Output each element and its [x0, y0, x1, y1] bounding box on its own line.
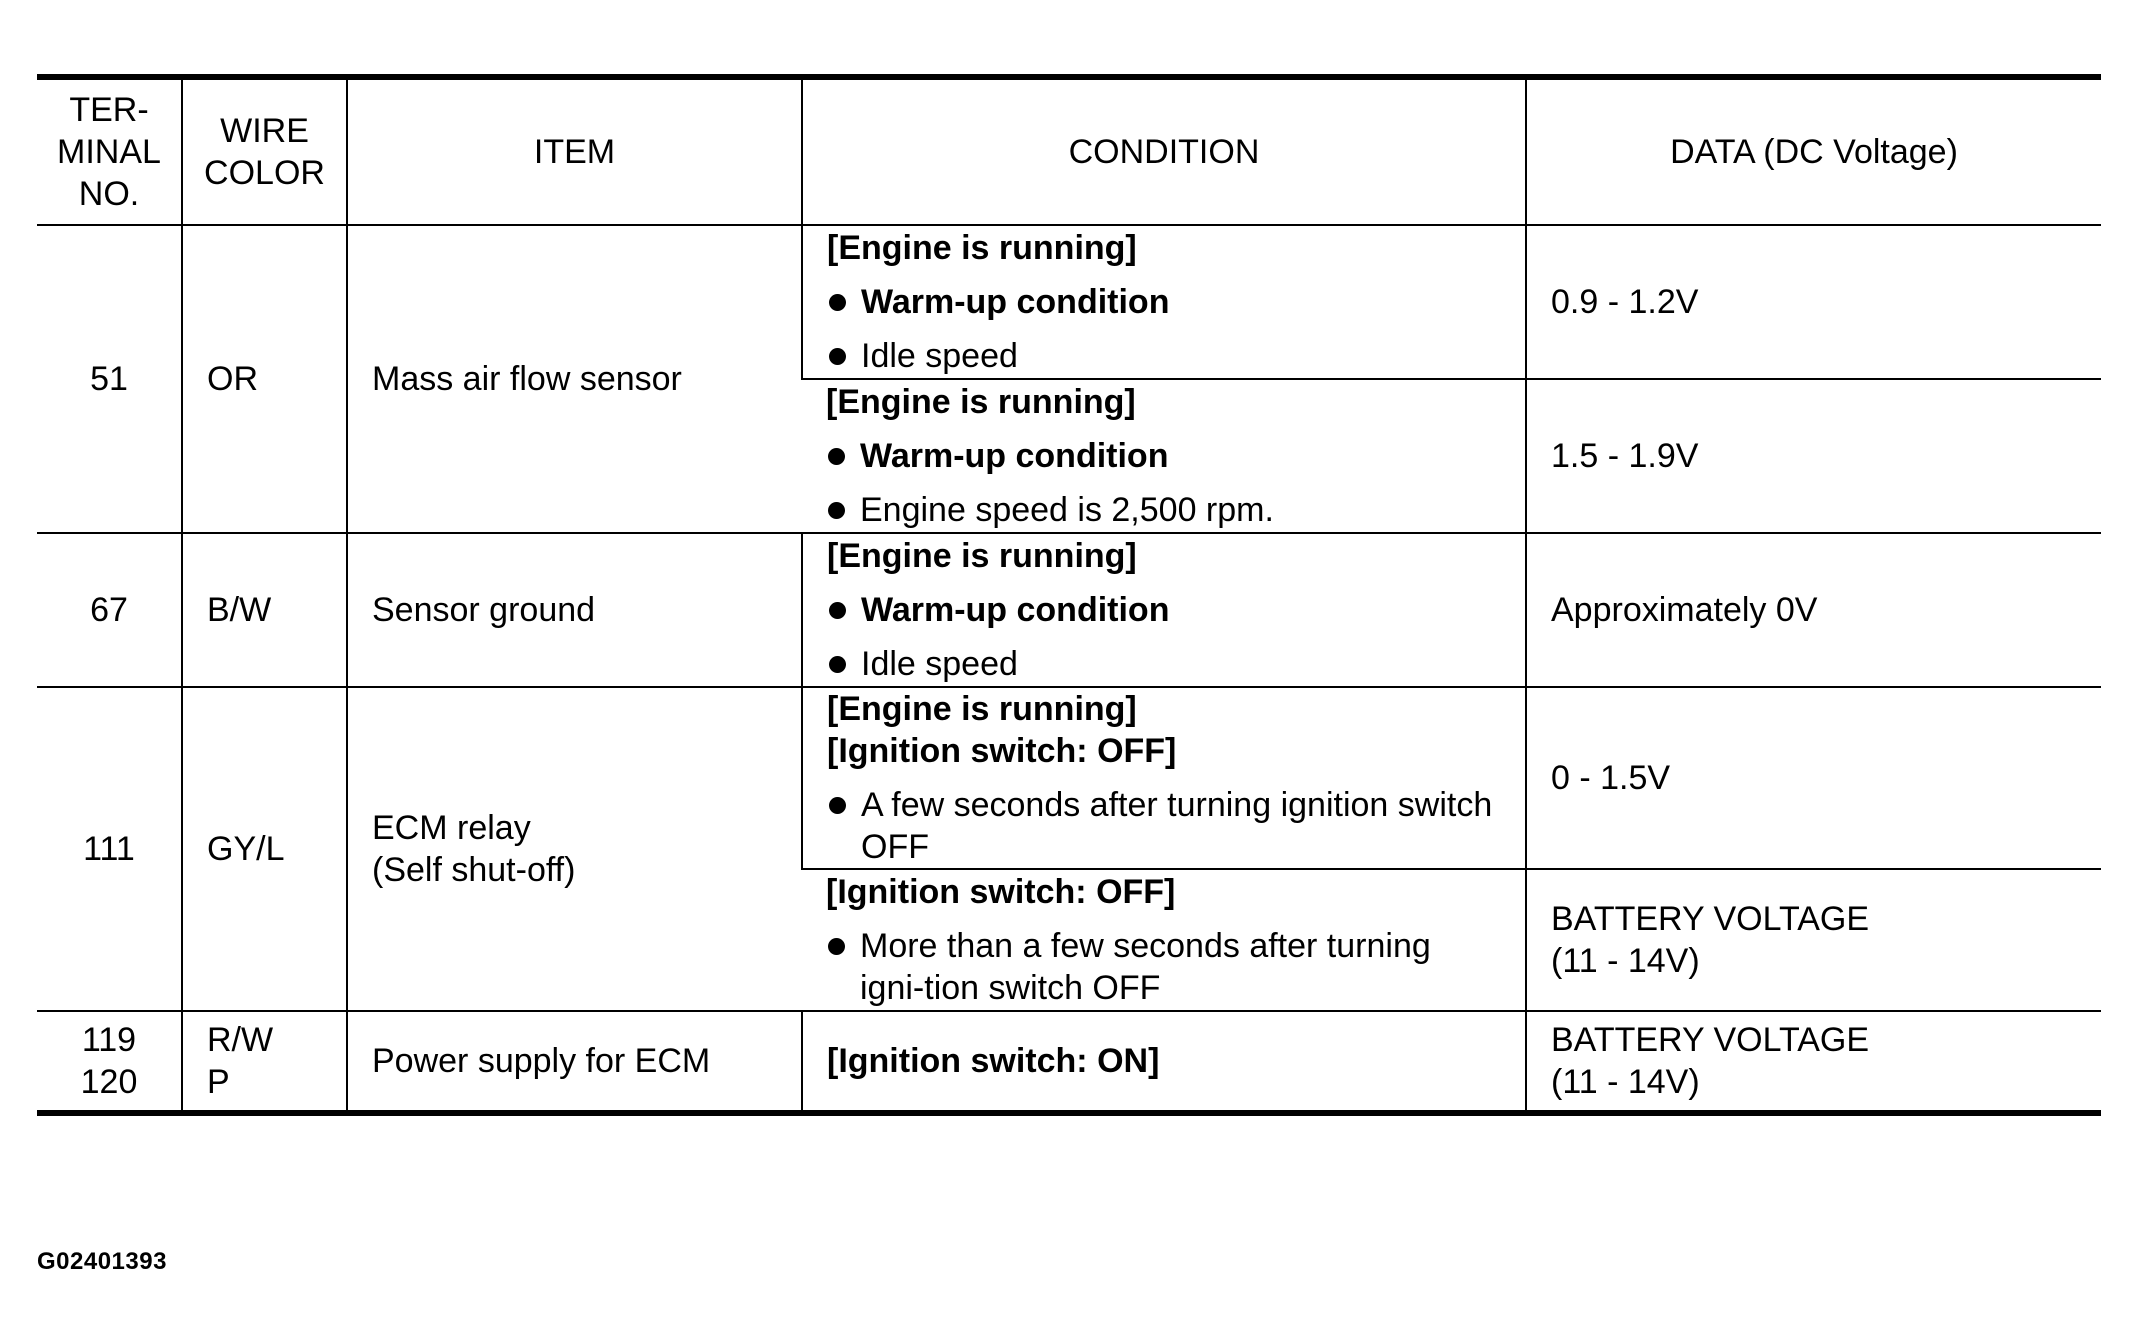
table-row — [37, 225, 2101, 379]
data-voltage-cell: 0.9 - 1.2V — [1526, 225, 2101, 379]
condition-cell — [802, 533, 1526, 687]
condition-cell — [802, 1011, 1526, 1113]
condition-cell — [802, 225, 1526, 379]
wire-color-cell: B/W — [182, 533, 347, 687]
bullet-icon — [828, 938, 845, 955]
wire-color-cell: OR — [182, 225, 347, 533]
condition-bullet-item: A few seconds after turning ignition switch OFF — [827, 784, 1501, 868]
condition-bullet-item: More than a few seconds after turning igni-tion switch OFF — [826, 925, 1501, 1009]
table-row — [37, 687, 2101, 869]
header-row — [37, 77, 2101, 225]
condition-bullet-item: Engine speed is 2,500 rpm. — [826, 489, 1501, 531]
item-cell: Mass air flow sensor — [347, 225, 802, 533]
table-row — [37, 1011, 2101, 1113]
header-terminal-no: TER- MINAL NO. — [57, 91, 161, 213]
header-data: DATA (DC Voltage) — [1526, 77, 2101, 225]
item-cell: Sensor ground — [347, 533, 802, 687]
terminal-no-cell: 51 — [37, 225, 182, 533]
condition-title: [Engine is running] — [826, 383, 1136, 421]
data-voltage-cell: 0 - 1.5V — [1526, 687, 2101, 869]
header-wire-color: WIRE COLOR — [182, 77, 347, 225]
bullet-icon — [828, 448, 845, 465]
condition-title: [Engine is running] — [827, 690, 1137, 728]
bullet-icon — [829, 294, 846, 311]
data-voltage-cell: Approximately 0V — [1526, 533, 2101, 687]
bullet-icon — [829, 656, 846, 673]
condition-title: [Ignition switch: OFF] — [827, 732, 1177, 770]
header-condition: CONDITION — [802, 77, 1526, 225]
condition-bullet-item: Idle speed — [827, 643, 1501, 685]
item-cell: Power supply for ECM — [347, 1011, 802, 1113]
condition-title: [Ignition switch: OFF] — [826, 873, 1176, 911]
item-cell: ECM relay (Self shut-off) — [347, 687, 802, 1011]
wire-color-cell: R/W P — [182, 1011, 347, 1113]
data-voltage-cell: 1.5 - 1.9V — [1526, 379, 2101, 533]
terminal-no-cell: 67 — [37, 533, 182, 687]
condition-cell — [802, 379, 1526, 533]
wire-color-cell: GY/L — [182, 687, 347, 1011]
condition-bullet-item: Warm-up condition — [827, 589, 1501, 631]
header-item: ITEM — [347, 77, 802, 225]
table-row — [37, 533, 2101, 687]
terminal-no-cell: 111 — [37, 687, 182, 1011]
bullet-icon — [829, 348, 846, 365]
data-voltage-cell: BATTERY VOLTAGE (11 - 14V) — [1526, 869, 2101, 1011]
condition-bullet-item: Warm-up condition — [826, 435, 1501, 477]
condition-cell — [802, 687, 1526, 869]
condition-bullet-item: Warm-up condition — [827, 281, 1501, 323]
terminal-no-cell: 119 120 — [37, 1011, 182, 1113]
condition-title: [Engine is running] — [827, 229, 1137, 267]
bullet-icon — [829, 602, 846, 619]
condition-cell — [802, 869, 1526, 1011]
condition-title: [Engine is running] — [827, 537, 1137, 575]
bullet-icon — [829, 797, 846, 814]
condition-title: [Ignition switch: ON] — [827, 1042, 1160, 1080]
bullet-icon — [828, 502, 845, 519]
data-voltage-cell: BATTERY VOLTAGE (11 - 14V) — [1526, 1011, 2101, 1113]
condition-bullet-item: Idle speed — [827, 335, 1501, 377]
figure-id: G02401393 — [37, 1248, 167, 1275]
terminal-spec-table — [37, 74, 2101, 1116]
